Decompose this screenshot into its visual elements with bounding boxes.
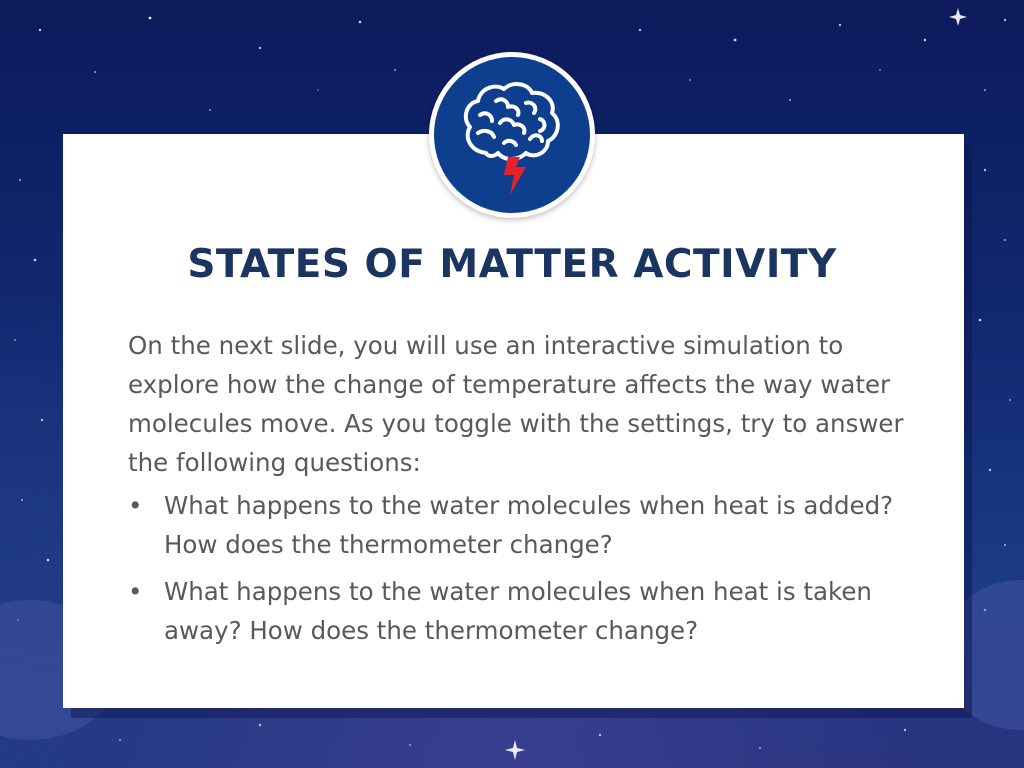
- list-item: [128, 572, 918, 650]
- bullet-point: •: [128, 491, 143, 520]
- badge: [429, 52, 595, 218]
- slide-title: STATES OF MATTER ACTIVITY: [187, 242, 837, 287]
- bullet-point: •: [128, 577, 143, 606]
- question-text: What happens to the water molecules when heat is added? How does the thermometer change?: [164, 491, 894, 559]
- brain-lightning-icon: [434, 57, 590, 213]
- list-item: [128, 486, 918, 564]
- badge-circle: [434, 57, 590, 213]
- intro-paragraph: On the next slide, you will use an interactive simulation to explore how the change of temperature affects the way water molecules move. As you toggle with the settings, try to answer the following questions:: [128, 331, 904, 477]
- question-list: [128, 486, 918, 658]
- question-text: What happens to the water molecules when heat is taken away? How does the thermometer change?: [164, 577, 872, 645]
